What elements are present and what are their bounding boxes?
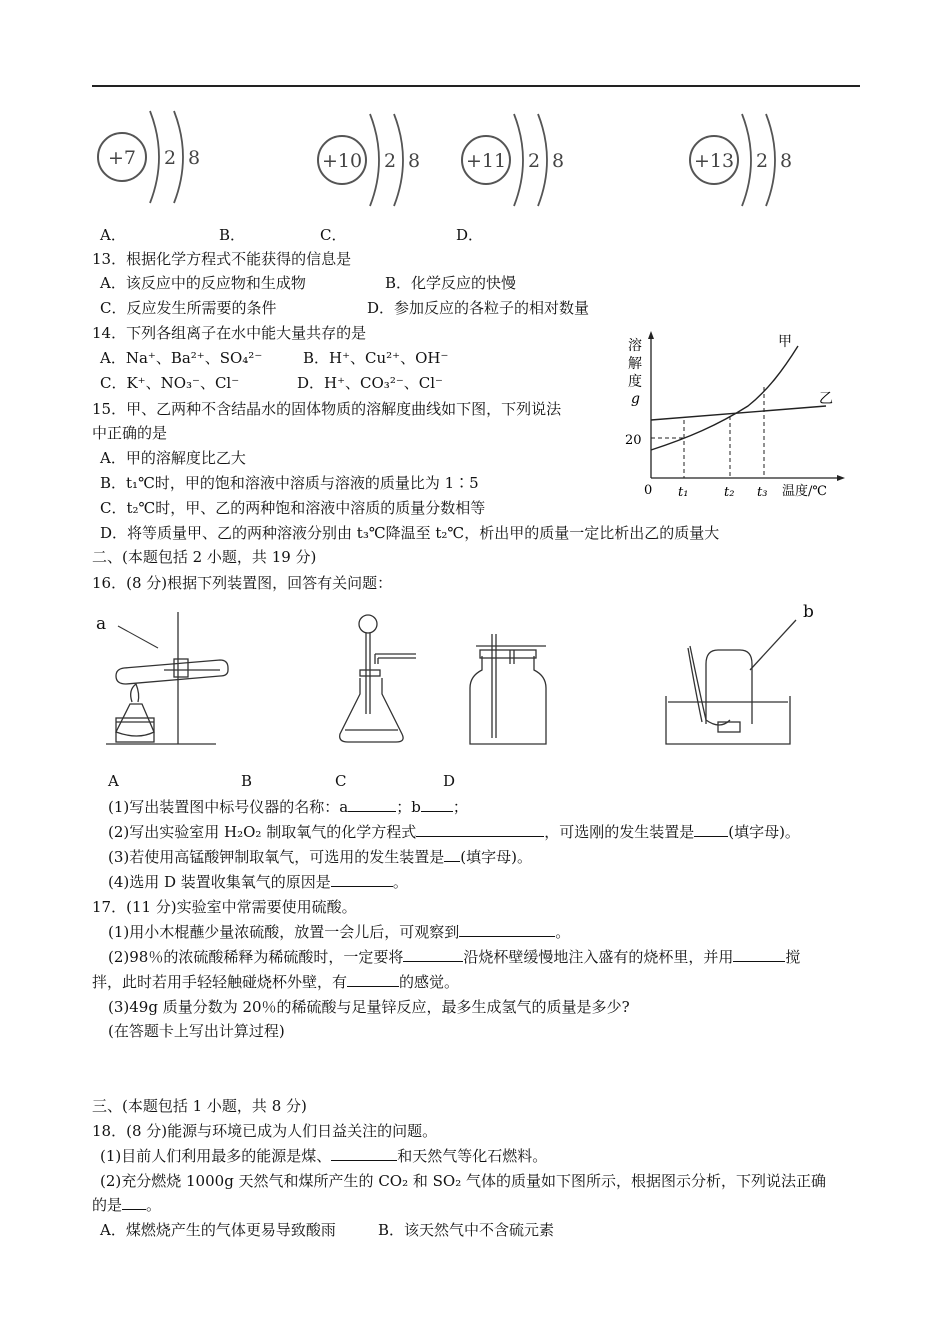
series-label-jia: 甲 <box>778 334 792 350</box>
q14-option-a: A．Na⁺、Ba²⁺、SO₄²⁻ <box>100 349 263 367</box>
q16-part3 <box>108 847 532 867</box>
q17-p2-text: (2)98％的浓硫酸稀释为稀硫酸时，一定要将 <box>108 948 404 966</box>
q17-p2-text-c: 搅 <box>785 948 801 966</box>
x-tick-t3: t₃ <box>757 485 768 500</box>
q17-blank-acid[interactable] <box>403 947 463 962</box>
shell-electron-count: 8 <box>188 147 201 169</box>
q13-option-c: C．反应发生所需要的条件 <box>100 299 277 317</box>
q17-blank-stir[interactable] <box>733 947 785 962</box>
atom-diagram-2 <box>318 114 420 206</box>
q16-p3-text-b: (填字母)。 <box>460 848 532 866</box>
q17-p1-text-b: 。 <box>555 923 571 941</box>
y-axis-arrow <box>648 331 654 339</box>
q17-part2-cont <box>92 972 459 992</box>
q15-option-a: A．甲的溶解度比乙大 <box>100 449 246 467</box>
q18-p1-text: (1)目前人们利用最多的能源是煤、 <box>100 1147 332 1165</box>
apparatus-d <box>666 620 796 744</box>
q16-p3-text: (3)若使用高锰酸钾制取氧气，可选用的发生装置是 <box>108 848 445 866</box>
x-axis-arrow <box>837 475 845 481</box>
x-axis-label: 温度/℃ <box>782 484 827 499</box>
shell-electron-count: 8 <box>780 150 793 172</box>
nucleus-charge: +13 <box>693 150 735 172</box>
q13-stem: 13．根据化学方程式不能获得的信息是 <box>92 250 352 268</box>
q18-p1-text-b: 和天然气等化石燃料。 <box>397 1147 548 1165</box>
x-tick-t2: t₂ <box>724 485 735 500</box>
electron-shell-arc <box>150 111 159 203</box>
q17-part3: (3)49g 质量分数为 20％的稀硫酸与足量锌反应，最多生成氢气的质量是多少? <box>108 998 630 1016</box>
ylabel-char-3: 度 <box>628 374 642 390</box>
electron-shell-arc <box>742 114 751 206</box>
q17-p2-text-b: 沿烧杯壁缓慢地注入盛有的烧杯里，并用 <box>463 948 734 966</box>
shell-electron-count: 8 <box>408 150 421 172</box>
q18-part2-cont <box>92 1195 161 1215</box>
q16-blank-a[interactable] <box>348 797 396 812</box>
shell-electron-count: 2 <box>384 150 397 172</box>
q18-part1 <box>100 1146 547 1166</box>
q17-blank-feel[interactable] <box>347 972 399 987</box>
q16-p2-text-c: (填字母)。 <box>728 823 800 841</box>
q14-option-c: C．K⁺、NO₃⁻、Cl⁻ <box>100 374 240 392</box>
q15-option-c: C．t₂℃时，甲、乙的两种饱和溶液中溶质的质量分数相等 <box>100 499 486 517</box>
q17-p2-text-d: 拌，此时若用手轻轻触碰烧杯外壁，有 <box>92 973 348 991</box>
q17-part1 <box>108 922 570 942</box>
label-b: b <box>803 602 814 622</box>
q14-option-b: B．H⁺、Cu²⁺、OH⁻ <box>303 349 449 367</box>
apparatus-figure <box>90 604 870 754</box>
q18-p2-text-c: 。 <box>146 1196 162 1214</box>
q18-stem: 18．(8 分)能源与环境已成为人们日益关注的问题。 <box>92 1122 438 1140</box>
q17-blank-observe[interactable] <box>459 922 555 937</box>
q18-blank-answer[interactable] <box>122 1195 146 1210</box>
q14-option-d: D．H⁺、CO₃²⁻、Cl⁻ <box>297 374 443 392</box>
q17-stem: 17．(11 分)实验室中常需要使用硫酸。 <box>92 898 357 916</box>
atom-option-c: C． <box>320 226 347 244</box>
q16-p1-text-c: ； <box>452 798 468 816</box>
origin-label: 0 <box>644 483 653 498</box>
curve-yi <box>651 406 826 420</box>
q13-option-b: B．化学反应的快慢 <box>385 274 517 292</box>
q15-stem-line2: 中正确的是 <box>92 424 168 442</box>
q18-blank-energy[interactable] <box>331 1146 397 1161</box>
q17-p2-text-e: 的感觉。 <box>399 973 460 991</box>
y-tick-20: 20 <box>625 433 642 448</box>
shell-electron-count: 2 <box>528 150 541 172</box>
section-2-heading: 二、(本题包括 2 小题，共 19 分) <box>92 548 317 566</box>
solubility-chart <box>618 328 848 503</box>
apparatus-label-b: B <box>241 772 253 790</box>
q16-part4 <box>108 872 408 892</box>
q16-part1 <box>108 797 468 817</box>
q13-option-d: D．参加反应的各粒子的相对数量 <box>367 299 590 317</box>
q13-option-a: A．该反应中的反应物和生成物 <box>100 274 306 292</box>
nucleus-charge: +10 <box>321 150 363 172</box>
q16-p2-text: (2)写出实验室用 H₂O₂ 制取氧气的化学方程式 <box>108 823 417 841</box>
ylabel-unit: g <box>631 391 640 407</box>
q17-part2 <box>108 947 800 967</box>
apparatus-label-a: A <box>108 772 119 790</box>
electron-shell-arc <box>370 114 379 206</box>
apparatus-c <box>470 634 546 744</box>
shell-electron-count: 8 <box>552 150 565 172</box>
q16-p4-text: (4)选用 D 装置收集氧气的原因是 <box>108 873 331 891</box>
apparatus-label-c: C <box>335 772 347 790</box>
apparatus-label-d: D <box>443 772 456 790</box>
atom-option-b: B． <box>219 226 246 244</box>
q16-stem: 16．(8 分)根据下列装置图，回答有关问题： <box>92 574 393 592</box>
atom-option-a: A． <box>100 226 126 244</box>
apparatus-b <box>340 615 416 742</box>
nucleus-charge: +11 <box>465 150 507 172</box>
shell-electron-count: 2 <box>164 147 177 169</box>
atom-diagram-1 <box>98 111 200 203</box>
q16-blank-reason[interactable] <box>331 872 393 887</box>
q15-option-b: B．t₁℃时，甲的饱和溶液中溶质与溶液的质量比为 1∶5 <box>100 474 479 492</box>
label-a: a <box>96 614 107 634</box>
section-3-heading: 三、(本题包括 1 小题，共 8 分) <box>92 1097 307 1115</box>
q16-p1-text-b: ；b <box>396 798 421 816</box>
q15-option-d: D．将等质量甲、乙的两种溶液分别由 t₃℃降温至 t₂℃，析出甲的质量一定比析出乙的质量大 <box>100 524 720 542</box>
electron-shell-arc <box>514 114 523 206</box>
q15-stem-line1: 15．甲、乙两种不含结晶水的固体物质的溶解度曲线如下图，下列说法 <box>92 400 562 418</box>
q18-part2: (2)充分燃烧 1000g 天然气和煤所产生的 CO₂ 和 SO₂ 气体的质量如下图所示，根据图示分析，下列说法正确 <box>100 1172 827 1190</box>
nucleus-charge: +7 <box>107 147 137 169</box>
ylabel-char-1: 溶 <box>628 338 642 354</box>
q17-part4: (在答题卡上写出计算过程) <box>108 1022 285 1040</box>
shell-electron-count: 2 <box>756 150 769 172</box>
q17-p1-text: (1)用小木棍蘸少量浓硫酸，放置一会儿后，可观察到 <box>108 923 460 941</box>
q18-p2-text-b: 的是 <box>92 1196 123 1214</box>
q18-option-a: A．煤燃烧产生的气体更易导致酸雨 <box>100 1221 336 1239</box>
q16-p2-text-b: ，可选刚的发生装置是 <box>544 823 695 841</box>
q16-part2 <box>108 822 800 842</box>
x-tick-t1: t₁ <box>678 485 689 500</box>
q16-blank-equation[interactable] <box>416 822 544 837</box>
atom-option-d: D． <box>456 226 484 244</box>
series-label-yi: 乙 <box>819 391 833 407</box>
apparatus-a <box>106 612 228 744</box>
q16-p4-text-b: 。 <box>392 873 408 891</box>
atom-diagrams <box>0 0 950 230</box>
q14-stem: 14．下列各组离子在水中能大量共存的是 <box>92 324 367 342</box>
atom-diagram-3 <box>462 114 564 206</box>
atom-diagram-4 <box>690 114 792 206</box>
q16-blank-device[interactable] <box>694 822 728 837</box>
q16-p1-text: (1)写出装置图中标号仪器的名称：a <box>108 798 349 816</box>
curve-jia <box>651 346 798 450</box>
q16-blank-kmno4[interactable] <box>444 847 460 862</box>
q18-option-b: B．该天然气中不含硫元素 <box>378 1221 555 1239</box>
q16-blank-b[interactable] <box>421 797 453 812</box>
ylabel-char-2: 解 <box>628 356 642 372</box>
